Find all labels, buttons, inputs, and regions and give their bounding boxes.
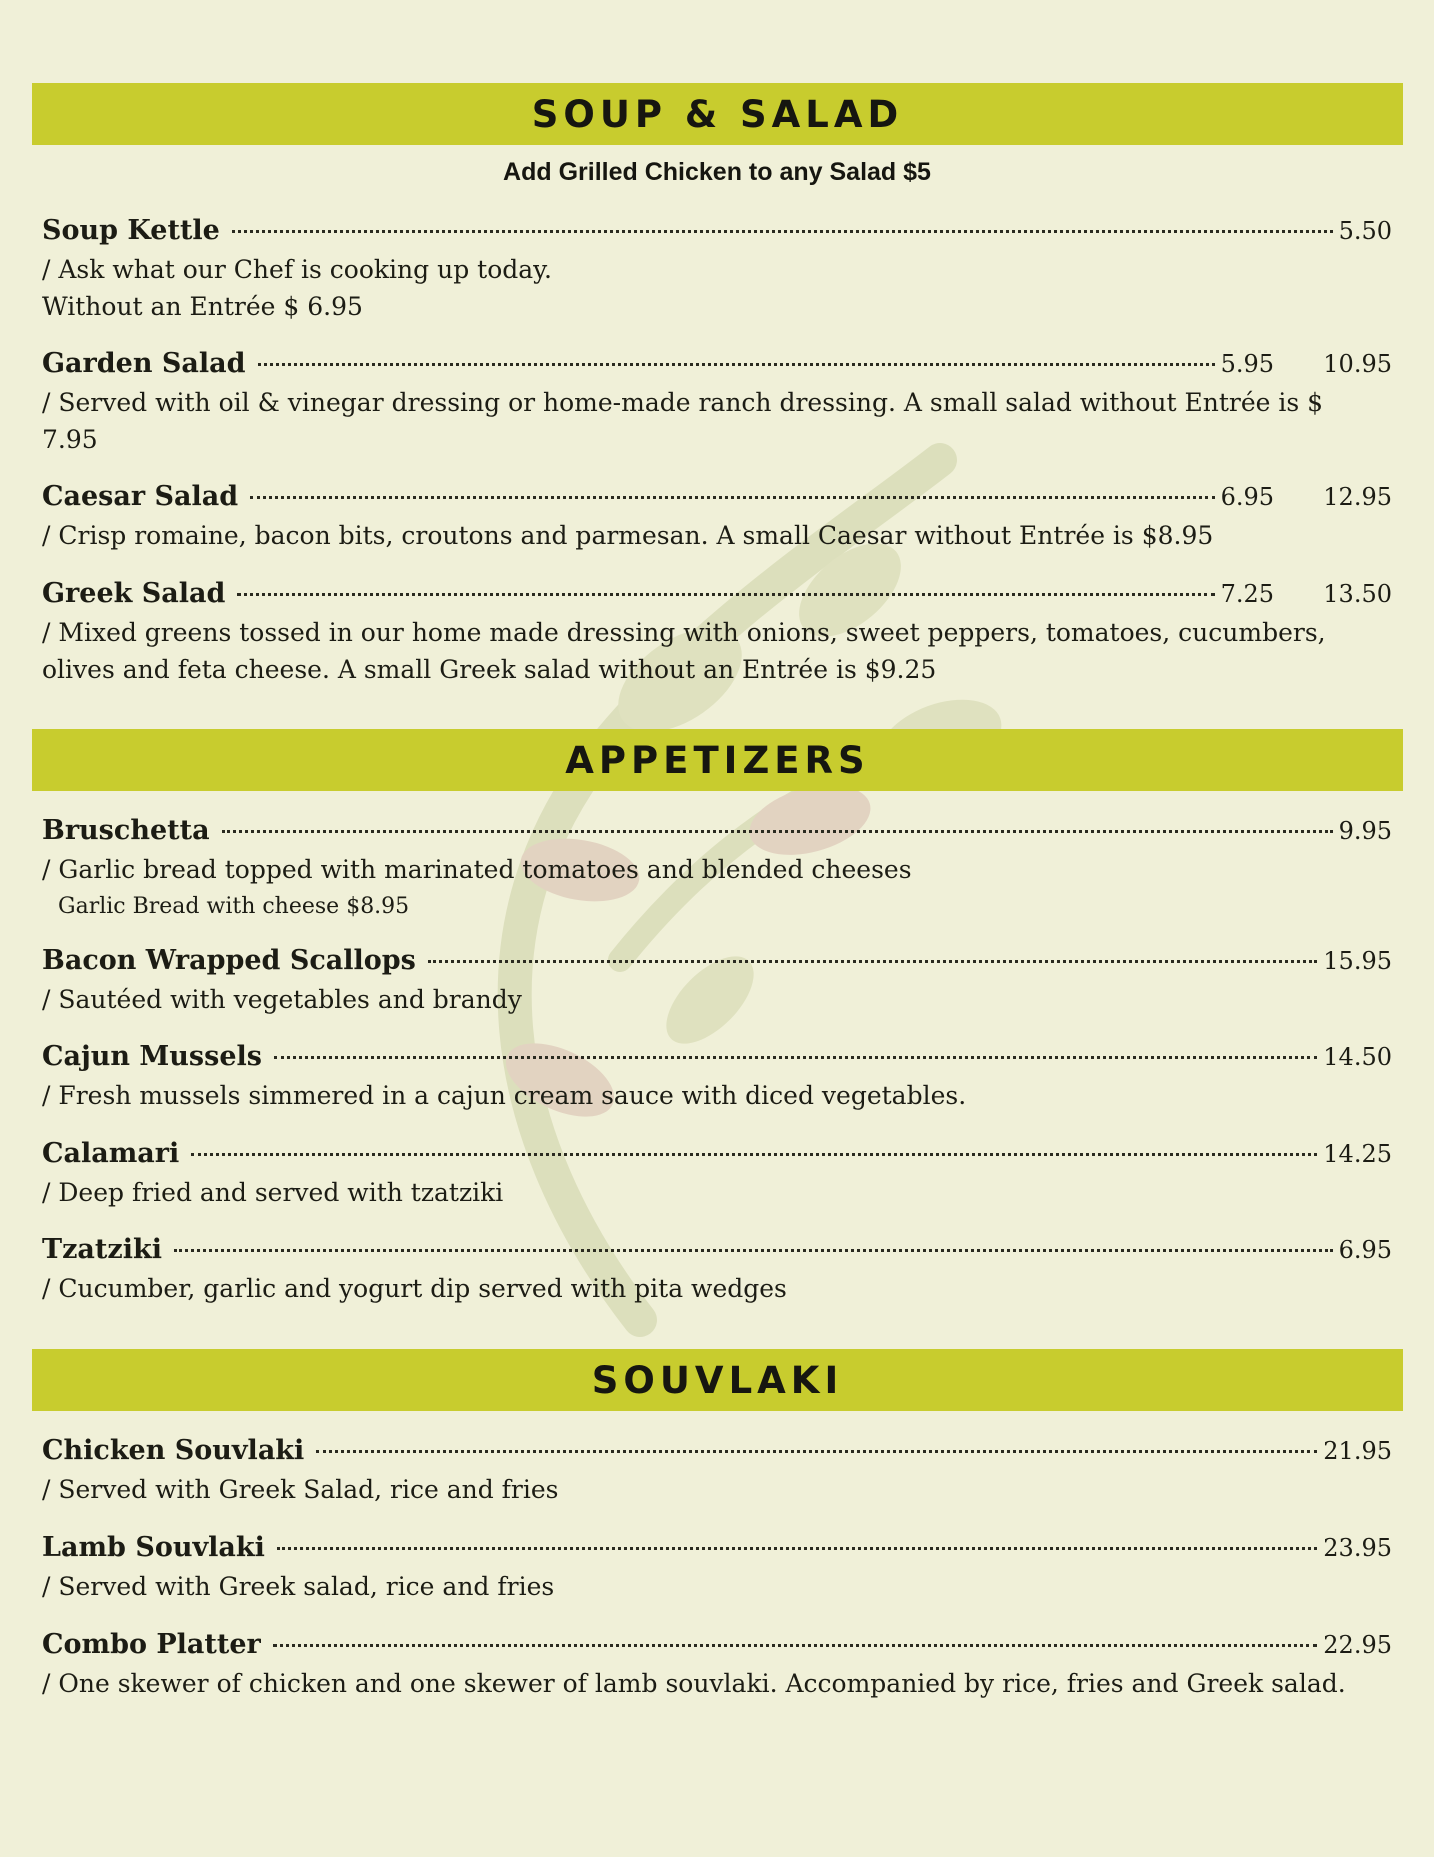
item-name: Garden Salad: [42, 348, 246, 379]
item-name: Bacon Wrapped Scallops: [42, 945, 416, 976]
menu-item-tzatziki: [42, 1234, 1392, 1307]
item-price-large: 12.95: [1323, 483, 1392, 511]
item-description: / Cucumber, garlic and yogurt dip served with pita wedges: [42, 1274, 787, 1303]
dot-leader: [258, 363, 1215, 366]
item-price: 22.95: [1323, 1631, 1392, 1659]
item-description: / Sautéed with vegetables and brandy: [42, 985, 522, 1014]
dot-leader: [428, 960, 1317, 963]
menu-item-calamari: [42, 1138, 1392, 1211]
item-price: 15.95: [1323, 947, 1392, 975]
item-name: Tzatziki: [42, 1234, 162, 1265]
item-name: Cajun Mussels: [42, 1041, 262, 1072]
menu-item-garden-salad: [42, 348, 1392, 458]
dot-leader: [174, 1249, 1333, 1252]
item-description: / Crisp romaine, bacon bits, croutons and parmesan. A small Caesar without Entrée is $8.95: [42, 521, 1214, 550]
item-name: Combo Platter: [42, 1629, 261, 1660]
menu-item-soup-kettle: [42, 215, 1392, 325]
menu-item-bacon-wrapped-scallops: [42, 945, 1392, 1018]
item-name: Lamb Souvlaki: [42, 1532, 265, 1563]
dot-leader: [316, 1450, 1317, 1453]
item-description: / Mixed greens tossed in our home made dressing with onions, sweet peppers, tomatoes, cucumbers, olives and feta cheese. A small Greek salad without an Entrée is $9.25: [42, 618, 1326, 684]
item-description: / Served with Greek Salad, rice and fries: [42, 1475, 559, 1504]
menu-item-caesar-salad: [42, 481, 1392, 554]
item-price: 14.25: [1323, 1140, 1392, 1168]
item-price: 23.95: [1323, 1534, 1392, 1562]
item-note: Garlic Bread with cheese $8.95: [58, 894, 410, 919]
dot-leader: [232, 230, 1333, 233]
item-name: Chicken Souvlaki: [42, 1435, 305, 1466]
item-name: Bruschetta: [42, 815, 210, 846]
item-name: Greek Salad: [42, 578, 226, 609]
menu-item-cajun-mussels: [42, 1041, 1392, 1114]
item-price: 5.50: [1338, 217, 1392, 245]
item-description: / Served with Greek salad, rice and fries: [42, 1572, 555, 1601]
item-description: / One skewer of chicken and one skewer of lamb souvlaki. Accompanied by rice, fries and Greek salad.: [42, 1669, 1346, 1698]
dot-leader: [222, 830, 1333, 833]
menu-item-greek-salad: [42, 578, 1392, 688]
dot-leader: [237, 593, 1214, 596]
item-price: 6.95: [1338, 1236, 1392, 1264]
item-description: / Served with oil & vinegar dressing or home-made ranch dressing. A small salad without Entrée is $ 7.95: [42, 388, 1324, 454]
dot-leader: [191, 1153, 1317, 1156]
dot-leader: [250, 496, 1214, 499]
item-description: / Fresh mussels simmered in a cajun cream sauce with diced vegetables.: [42, 1081, 967, 1110]
dot-leader: [274, 1056, 1317, 1059]
menu-item-chicken-souvlaki: [42, 1435, 1392, 1508]
item-price-small: 7.25: [1220, 580, 1274, 608]
salad-addon-note: Add Grilled Chicken to any Salad $5: [503, 158, 931, 186]
item-price: 9.95: [1338, 817, 1392, 845]
section-header-souvlaki: SOUVLAKI: [32, 1349, 1403, 1411]
item-price-large: 10.95: [1323, 350, 1392, 378]
item-name: Caesar Salad: [42, 481, 239, 512]
item-description: / Ask what our Chef is cooking up today.: [42, 255, 552, 284]
item-description: / Deep fried and served with tzatziki: [42, 1178, 504, 1207]
item-name: Soup Kettle: [42, 215, 220, 246]
dot-leader: [277, 1547, 1317, 1550]
item-price-large: 13.50: [1323, 580, 1392, 608]
menu-item-bruschetta: [42, 815, 1392, 925]
item-price: 21.95: [1323, 1437, 1392, 1465]
menu-item-lamb-souvlaki: [42, 1532, 1392, 1605]
item-price-small: 5.95: [1220, 350, 1274, 378]
item-name: Calamari: [42, 1138, 180, 1169]
dot-leader: [273, 1644, 1318, 1647]
item-price-small: 6.95: [1220, 483, 1274, 511]
section-header-soup-salad: SOUP & SALAD: [32, 83, 1403, 145]
item-description: / Garlic bread topped with marinated tomatoes and blended cheeses: [42, 855, 912, 884]
item-price: 14.50: [1323, 1043, 1392, 1071]
item-note: Without an Entrée $ 6.95: [42, 292, 363, 321]
menu-item-combo-platter: [42, 1629, 1392, 1702]
section-header-appetizers: APPETIZERS: [32, 729, 1403, 791]
